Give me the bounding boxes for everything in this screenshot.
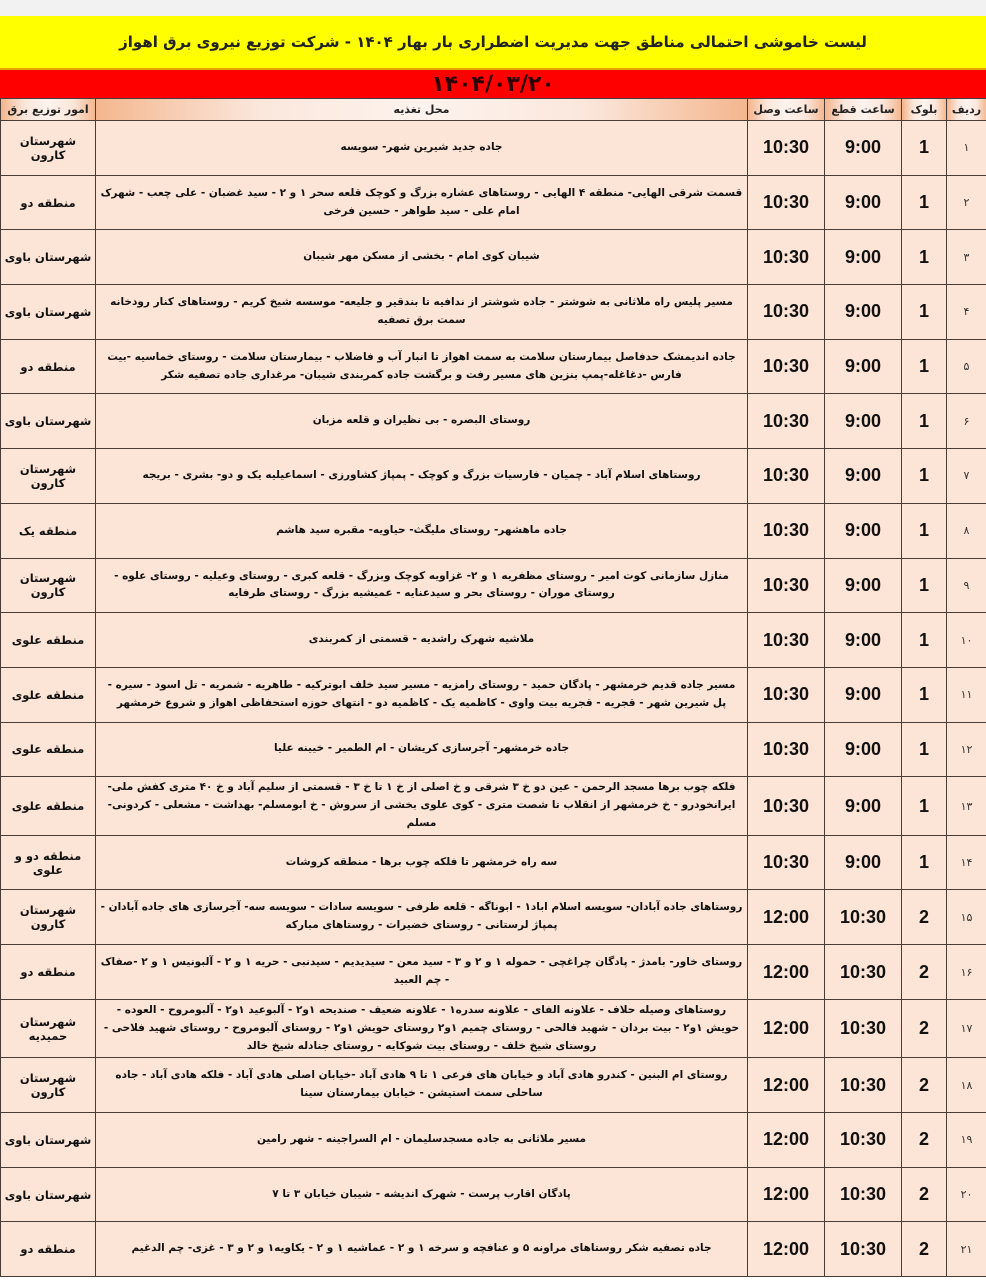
area-cell: مسیر ملاثانی به جاده مسجدسلیمان - ام السراجینه - شهر رامین — [96, 1113, 748, 1168]
block-cell: 2 — [902, 1058, 947, 1113]
header-off-time: ساعت قطع — [825, 99, 902, 121]
off-time-cell: 9:00 — [825, 394, 902, 449]
row-number-cell: ۲ — [947, 175, 986, 230]
block-cell: 1 — [902, 613, 947, 668]
table-row — [1, 121, 986, 176]
on-time-cell: 10:30 — [748, 394, 825, 449]
row-number-cell: ۸ — [947, 503, 986, 558]
affairs-cell: شهرستان باوی — [1, 1167, 96, 1222]
off-time-cell: 9:00 — [825, 449, 902, 504]
header-area: محل تغذیه — [96, 99, 748, 121]
block-cell: 1 — [902, 394, 947, 449]
affairs-cell: منطقه دو — [1, 1222, 96, 1277]
schedule-date: ۱۴۰۴/۰۳/۲۰ — [431, 71, 555, 97]
table-row — [1, 722, 986, 777]
row-number-cell: ۱۴ — [947, 835, 986, 890]
on-time-cell: 12:00 — [748, 999, 825, 1058]
table-row — [1, 394, 986, 449]
table-row — [1, 339, 986, 394]
off-time-cell: 9:00 — [825, 339, 902, 394]
block-cell: 1 — [902, 285, 947, 340]
on-time-cell: 10:30 — [748, 777, 825, 836]
block-cell: 2 — [902, 890, 947, 945]
area-cell: قسمت شرقی الهایی- منطقه ۴ الهایی - روستاهای عشاره بزرگ و کوچک قلعه سحر ۱ و ۲ - سید غضبان - علی چعب - شهرک امام علی - سید طواهر - حسین فرخی — [96, 175, 748, 230]
row-number-cell: ۲۰ — [947, 1167, 986, 1222]
on-time-cell: 10:30 — [748, 503, 825, 558]
on-time-cell: 12:00 — [748, 1222, 825, 1277]
block-cell: 2 — [902, 1167, 947, 1222]
affairs-cell: منطقه علوی — [1, 613, 96, 668]
date-banner — [0, 70, 986, 98]
block-cell: 2 — [902, 1222, 947, 1277]
off-time-cell: 10:30 — [825, 890, 902, 945]
row-number-cell: ۱ — [947, 121, 986, 176]
row-number-cell: ۳ — [947, 230, 986, 285]
area-cell: روستاهای اسلام آباد - چمیان - فارسیات بزرگ و کوچک - پمپاژ کشاورزی - اسماعیلیه یک و دو- بشری - بریجه — [96, 449, 748, 504]
table-row — [1, 835, 986, 890]
affairs-cell: شهرستان کارون — [1, 449, 96, 504]
affairs-cell: منطقه یک — [1, 503, 96, 558]
row-number-cell: ۱۲ — [947, 722, 986, 777]
off-time-cell: 9:00 — [825, 558, 902, 613]
table-row — [1, 890, 986, 945]
table-row — [1, 230, 986, 285]
row-number-cell: ۱۷ — [947, 999, 986, 1058]
block-cell: 2 — [902, 999, 947, 1058]
affairs-cell: شهرستان کارون — [1, 890, 96, 945]
off-time-cell: 10:30 — [825, 1113, 902, 1168]
row-number-cell: ۱۰ — [947, 613, 986, 668]
block-cell: 1 — [902, 230, 947, 285]
block-cell: 1 — [902, 722, 947, 777]
area-cell: شیبان کوی امام - بخشی از مسکن مهر شیبان — [96, 230, 748, 285]
area-cell: سه راه خرمشهر تا فلکه چوب برها - منطقه کروشات — [96, 835, 748, 890]
affairs-cell: شهرستان باوی — [1, 285, 96, 340]
on-time-cell: 10:30 — [748, 230, 825, 285]
on-time-cell: 10:30 — [748, 558, 825, 613]
area-cell: روستای خاور- بامدژ - پادگان چراغچی - حموله ۱ و ۲ و ۳ - سید معن - سیدیدیم - سیدنبی - حریه ۱ و ۲ - آلبونیس ۱ و ۲ -صفاک - چم العبید — [96, 945, 748, 1000]
area-cell: جاده اندیمشک حدفاصل بیمارستان سلامت به سمت اهواز تا انبار آب و فاضلاب - بیمارستان سلامت - روستای خماسیه -بیت فارس -دغاغله-پمپ بنزین های مسیر رفت و برگشت جاده کمربندی شیبان- مرغداری جاده تصفیه شکر — [96, 339, 748, 394]
header-on-time: ساعت وصل — [748, 99, 825, 121]
off-time-cell: 10:30 — [825, 1222, 902, 1277]
area-cell: فلکه چوب برها مسجد الرحمن - عین دو خ ۳ شرقی و خ اصلی از خ ۱ تا خ ۳ - قسمتی از سلیم آباد و خ ۴۰ متری کفش ملی-ایرانخودرو - خ خرمشهر از انقلاب تا شصت متری - کوی علوی بخشی از سروش - خ ابومسلم- بهداشت - مشعلی - کردونی- مسلم — [96, 777, 748, 836]
block-cell: 1 — [902, 121, 947, 176]
on-time-cell: 10:30 — [748, 285, 825, 340]
affairs-cell: منطقه دو — [1, 339, 96, 394]
area-cell: جاده خرمشهر- آجرسازی کریشان - ام الطمیر - خیینه علیا — [96, 722, 748, 777]
affairs-cell: شهرستان کارون — [1, 121, 96, 176]
affairs-cell: منطقه دو — [1, 175, 96, 230]
off-time-cell: 9:00 — [825, 722, 902, 777]
block-cell: 1 — [902, 175, 947, 230]
on-time-cell: 12:00 — [748, 1167, 825, 1222]
row-number-cell: ۱۵ — [947, 890, 986, 945]
affairs-cell: منطقه علوی — [1, 722, 96, 777]
header-affairs: امور توزیع برق — [1, 99, 96, 121]
block-cell: 1 — [902, 558, 947, 613]
off-time-cell: 9:00 — [825, 285, 902, 340]
table-row — [1, 613, 986, 668]
off-time-cell: 10:30 — [825, 1167, 902, 1222]
row-number-cell: ۱۳ — [947, 777, 986, 836]
block-cell: 1 — [902, 339, 947, 394]
on-time-cell: 10:30 — [748, 121, 825, 176]
off-time-cell: 9:00 — [825, 503, 902, 558]
area-cell: منازل سازمانی کوت امیر - روستای مظفریه ۱ و ۲- غزاویه کوچک وبزرگ - قلعه کبری - روستای وعیلیه - روستای علوه - روستای موران - روستای بحر و سیدعنایه - عمیشیه بزرگ - روستای طرفایه — [96, 558, 748, 613]
affairs-cell: شهرستان کارون — [1, 558, 96, 613]
off-time-cell: 9:00 — [825, 613, 902, 668]
table-row — [1, 285, 986, 340]
row-number-cell: ۴ — [947, 285, 986, 340]
table-row — [1, 449, 986, 504]
on-time-cell: 12:00 — [748, 890, 825, 945]
table-row — [1, 1167, 986, 1222]
off-time-cell: 10:30 — [825, 999, 902, 1058]
table-row — [1, 503, 986, 558]
affairs-cell: منطقه علوی — [1, 777, 96, 836]
table-header-row — [1, 99, 986, 121]
table-row — [1, 999, 986, 1058]
off-time-cell: 9:00 — [825, 835, 902, 890]
area-cell: مسیر پلیس راه ملاثانی به شوشتر - جاده شوشتر از ندافیه تا بندقیر و جلیعه- موسسه شیخ کریم - روستاهای کنار رودخانه سمت برق تصفیه — [96, 285, 748, 340]
area-cell: ملاشیه شهرک راشدیه - قسمتی از کمربندی — [96, 613, 748, 668]
row-number-cell: ۱۹ — [947, 1113, 986, 1168]
block-cell: 1 — [902, 449, 947, 504]
off-time-cell: 9:00 — [825, 667, 902, 722]
on-time-cell: 10:30 — [748, 449, 825, 504]
block-cell: 2 — [902, 1113, 947, 1168]
title-banner — [0, 16, 986, 70]
table-row — [1, 558, 986, 613]
top-strip — [0, 0, 986, 16]
area-cell: روستای البصره - بی نظیران و قلعه مزبان — [96, 394, 748, 449]
area-cell: پادگان اقارب پرست - شهرک اندیشه - شیبان خیابان ۳ تا ۷ — [96, 1167, 748, 1222]
area-cell: روستاهای جاده آبادان- سویسه اسلام اباد۱ - ابوناگه - قلعه طرفی - سویسه سادات - سویسه سه- آجرسازی های جاده آبادان - پمپاژ لرستانی - روستای خضیرات - روستاهای مبارکه — [96, 890, 748, 945]
on-time-cell: 10:30 — [748, 835, 825, 890]
table-row — [1, 667, 986, 722]
area-cell: جاده ماهشهر- روستای ملیگث- حیاویه- مقبره سید هاشم — [96, 503, 748, 558]
row-number-cell: ۲۱ — [947, 1222, 986, 1277]
off-time-cell: 10:30 — [825, 1058, 902, 1113]
off-time-cell: 10:30 — [825, 945, 902, 1000]
row-number-cell: ۱۸ — [947, 1058, 986, 1113]
on-time-cell: 10:30 — [748, 175, 825, 230]
table-row — [1, 1222, 986, 1277]
on-time-cell: 12:00 — [748, 1058, 825, 1113]
header-row-number: ردیف — [947, 99, 986, 121]
on-time-cell: 12:00 — [748, 1113, 825, 1168]
area-cell: روستاهای وصیله حلاف - علاونه الفای - علاونه سدره۱ - علاونه ضعیف - صندیحه ۱و۲ - آلبوعید ۱و۲ - آلبومروح - العوده - حویش ۱و۲ - بیت بردان - شهید فالحی - روستای چمیم ۱و۲ روستای حویش ۱و۲ - روستای آلبومروح - روستای شهید فلاحی - روستای شیخ خلف - روستای بیت شوکایه - روستای جنادله شیخ خالد — [96, 999, 748, 1058]
block-cell: 2 — [902, 945, 947, 1000]
row-number-cell: ۶ — [947, 394, 986, 449]
block-cell: 1 — [902, 503, 947, 558]
off-time-cell: 9:00 — [825, 777, 902, 836]
on-time-cell: 12:00 — [748, 945, 825, 1000]
affairs-cell: شهرستان باوی — [1, 394, 96, 449]
header-block: بلوک — [902, 99, 947, 121]
affairs-cell: منطقه علوی — [1, 667, 96, 722]
table-row — [1, 1058, 986, 1113]
off-time-cell: 9:00 — [825, 175, 902, 230]
area-cell: مسیر جاده قدیم خرمشهر - پادگان حمید - روستای رامزیه - مسیر سید خلف ابوترکیه - طاهریه - شمریه - تل اسود - سیره - پل شیرین شهر - قجریه - قجریه بیت واوی - کاظمیه یک - کاظمیه دو - انتهای حوزه استحفاظی اهواز و شروع خرمشهر — [96, 667, 748, 722]
row-number-cell: ۷ — [947, 449, 986, 504]
table-row — [1, 777, 986, 836]
outage-schedule-table — [0, 98, 986, 1277]
table-row — [1, 945, 986, 1000]
affairs-cell: شهرستان باوی — [1, 230, 96, 285]
page-title: لیست خاموشی احتمالی مناطق جهت مدیریت اضطراری بار بهار ۱۴۰۴ - شرکت توزیع نیروی برق اهواز — [119, 33, 867, 51]
block-cell: 1 — [902, 777, 947, 836]
affairs-cell: شهرستان باوی — [1, 1113, 96, 1168]
affairs-cell: شهرستان کارون — [1, 1058, 96, 1113]
area-cell: جاده جدید شیرین شهر- سویسه — [96, 121, 748, 176]
affairs-cell: شهرستان حمیدیه — [1, 999, 96, 1058]
row-number-cell: ۱۶ — [947, 945, 986, 1000]
block-cell: 1 — [902, 667, 947, 722]
area-cell: جاده تصفیه شکر روستاهای مراونه ۵ و عنافچه و سرخه ۱ و ۲ - عماشیه ۱ و ۲ - یکاویه۱ و ۲ و ۳ - غزی- چم الدغیم — [96, 1222, 748, 1277]
on-time-cell: 10:30 — [748, 722, 825, 777]
table-row — [1, 175, 986, 230]
table-row — [1, 1113, 986, 1168]
affairs-cell: منطقه دو و علوی — [1, 835, 96, 890]
on-time-cell: 10:30 — [748, 339, 825, 394]
off-time-cell: 9:00 — [825, 121, 902, 176]
area-cell: روستای ام البنین - کندرو هادی آباد و خیابان های فرعی ۱ تا ۹ هادی آباد -خیابان اصلی هادی آباد - فلکه هادی آباد - جاده ساحلی سمت استیشن - خیابان بیمارستان سینا — [96, 1058, 748, 1113]
affairs-cell: منطقه دو — [1, 945, 96, 1000]
off-time-cell: 9:00 — [825, 230, 902, 285]
on-time-cell: 10:30 — [748, 613, 825, 668]
row-number-cell: ۱۱ — [947, 667, 986, 722]
block-cell: 1 — [902, 835, 947, 890]
on-time-cell: 10:30 — [748, 667, 825, 722]
row-number-cell: ۹ — [947, 558, 986, 613]
row-number-cell: ۵ — [947, 339, 986, 394]
